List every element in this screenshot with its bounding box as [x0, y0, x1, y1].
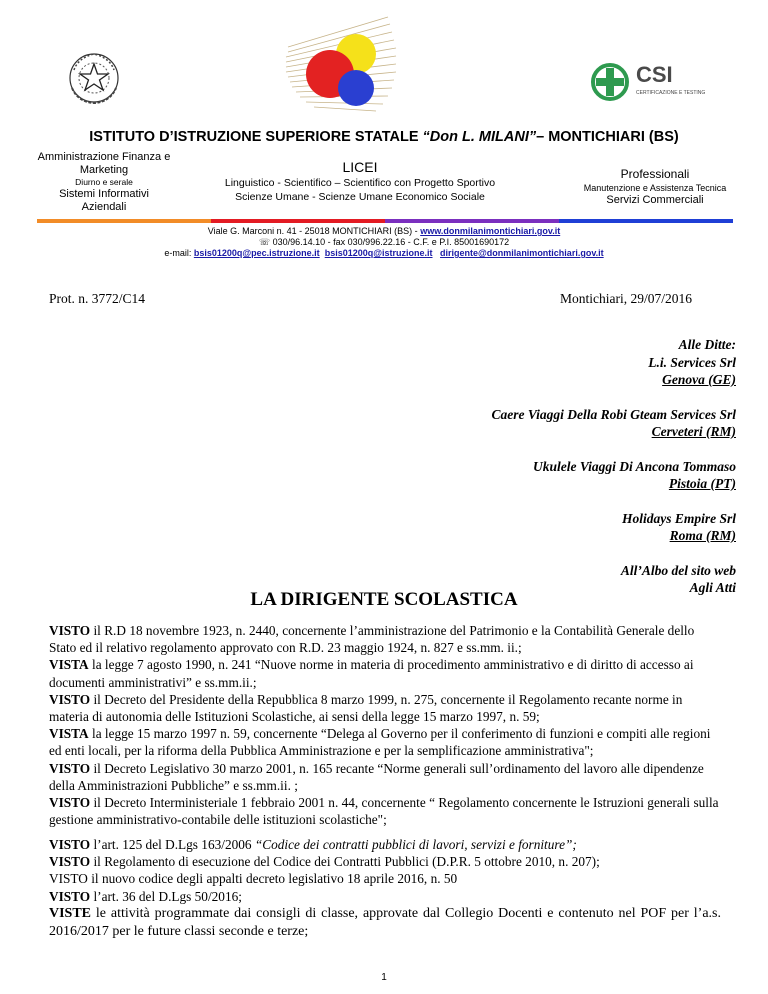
col-right-title: Professionali [620, 167, 690, 181]
paragraph-1-key: VISTO [49, 623, 91, 638]
paragraph-6-text: il Decreto Interministeriale 1 febbraio 2001 n. 44, concernente “ Regolamento concernente le Istruzioni generali sulla gestione amministrativo-contabile delle istituzioni scolastiche"; [49, 795, 719, 828]
email-link-istruzione[interactable]: bsis01200q@istruzione.it [324, 248, 433, 258]
recipient-2 [316, 406, 736, 441]
recipient-3 [316, 458, 736, 493]
paragraph-7-key: VISTO [49, 837, 91, 852]
paragraph-8 [49, 853, 721, 870]
paragraph-7 [49, 836, 721, 853]
col-left-line2: Marketing [79, 164, 129, 176]
header-col-right [560, 166, 750, 207]
col-center-line1: Linguistico - Scientifico – Scientifico con Progetto Sportivo [224, 177, 496, 189]
paragraph-10-key: VISTO [49, 888, 91, 904]
recipient-2-line1: Caere Viaggi Della Robi Gteam Services Srl [491, 406, 736, 422]
paragraph-8-text: il Regolamento di esecuzione del Codice dei Contratti Pubblici (D.P.R. 5 ottobre 2010, n. 207); [90, 854, 600, 870]
csi-tagline: CERTIFICAZIONE E TESTING [636, 90, 706, 96]
phone-line: ☏ 030/96.14.10 - fax 030/996.22.16 - C.F. e P.I. 85001690172 [258, 237, 510, 247]
paragraph-5-key: VISTO [49, 760, 91, 776]
recipient-4-line1: Holidays Empire Srl [621, 510, 736, 526]
page-number: 1 [381, 972, 387, 983]
bar-segment-red [211, 219, 385, 223]
col-center-line2: Scienze Umane - Scienze Umane Economico Sociale [235, 191, 485, 203]
school-name-prefix: ISTITUTO D’ISTRUZIONE SUPERIORE STATALE [89, 129, 423, 145]
paragraph-3-key: VISTO [49, 691, 91, 707]
paragraph-2-text: la legge 7 agosto 1990, n. 241 “Nuove norme in materia di procedimento amministrativo e di diritto di accesso ai documenti amministrativi” e ss.mm.ii.; [49, 657, 694, 690]
recipient-4-city: Roma (RM) [669, 528, 736, 543]
recipient-3-line1: Ukulele Viaggi Di Ancona Tommaso [532, 458, 736, 474]
recipient-4 [316, 510, 736, 545]
paragraph-1-text: il R.D 18 novembre 1923, n. 2440, concernente l’amministrazione del Patrimonio e la Contabilità Generale dello Stato ed il relativo regolamento approvato con R.D. 23 maggio 1924, n. 827 e ss.mm. ii.; [49, 623, 695, 656]
header-col-left [30, 151, 178, 214]
school-logo [268, 12, 408, 122]
recipient-5-line1: All’Albo del sito web [620, 562, 736, 578]
paragraph-11-key: VISTE [49, 905, 92, 921]
col-right-line2: Servizi Commerciali [606, 194, 704, 206]
paragraph-6-key: VISTO [49, 795, 91, 811]
paragraph-10 [49, 888, 721, 905]
republic-emblem-logo [64, 50, 124, 106]
paragraph-3-text: il Decreto del Presidente della Repubblica 8 marzo 1999, n. 275, concernente il Regolamento recante norme in materia di autonomia delle Istituzioni Scolastiche, ai sensi della legge 15 marzo 1997, n. 59; [49, 691, 683, 725]
paragraph-11-text: le attività programmate dai consigli di classe, approvate dal Collegio Docenti e contenuto nel POF per l’a.s. 2016/2017 per le future classi seconde e terze; [49, 905, 721, 939]
csi-logo [590, 60, 706, 106]
document-heading: LA DIRIGENTE SCOLASTICA [250, 589, 518, 610]
school-name-quote: “Don L. MILANI” [422, 129, 537, 145]
paragraph-8-key: VISTO [49, 854, 91, 870]
col-left-line3: Diurno e serale [75, 177, 133, 187]
header-color-bar [37, 219, 733, 223]
recipient-2-city: Cerveteri (RM) [651, 424, 736, 439]
paragraph-9 [49, 870, 721, 887]
email-link-pec[interactable]: bsis01200q@pec.istruzione.it [193, 248, 320, 258]
csi-brand: CSI [636, 62, 673, 87]
col-center-title: LICEI [342, 159, 378, 175]
paragraph-2-key: VISTA [49, 657, 89, 673]
address-line [0, 226, 768, 237]
recipient-5-line2: Agli Atti [689, 580, 736, 595]
col-left-line4: Sistemi Informativi [59, 188, 149, 200]
email-link-dirigente[interactable]: dirigente@donmilanimontichiari.gov.it [440, 248, 604, 258]
address-text: Viale G. Marconi n. 41 - 25018 MONTICHIARI (BS) - [207, 226, 421, 236]
paragraph-4 [49, 725, 721, 759]
school-name [0, 129, 768, 145]
col-right-line1: Manutenzione e Assistenza Tecnica [583, 183, 727, 193]
bar-segment-purple [385, 219, 559, 223]
recipient-1-line1: Alle Ditte: [678, 337, 736, 352]
recipients-block [316, 336, 736, 597]
bar-segment-orange [37, 219, 211, 223]
paragraph-10-text: l’art. 36 del D.Lgs 50/2016; [90, 888, 242, 904]
recipient-1 [316, 336, 736, 389]
recipient-1-line2: L.i. Services Srl [648, 354, 736, 370]
paragraph-6 [49, 794, 721, 828]
place-date: Montichiari, 29/07/2016 [560, 291, 692, 306]
body-section-1 [49, 622, 721, 828]
paragraph-7-italic: “Codice dei contratti pubblici di lavori, servizi e forniture”; [254, 837, 577, 852]
email-line [0, 248, 768, 259]
paragraph-4-key: VISTA [49, 726, 89, 742]
paragraph-9-text: VISTO il nuovo codice degli appalti decreto legislativo 18 aprile 2016, n. 50 [49, 871, 458, 887]
protocol-number: Prot. n. 3772/C14 [49, 291, 146, 306]
school-name-suffix: – MONTICHIARI (BS) [536, 129, 679, 145]
header-col-center [210, 158, 510, 204]
body-section-2 [49, 836, 721, 941]
col-left-line5: Aziendali [81, 201, 127, 213]
paragraph-4-text: la legge 15 marzo 1997 n. 59, concernente “Delega al Governo per il conferimento di funzioni e compiti alle regioni ed enti locali, per la riforma della Pubblica Amministrazione e per la semplificazione amministrativa"; [49, 726, 711, 759]
paragraph-5 [49, 760, 721, 794]
paragraph-7-text: l’art. 125 del D.Lgs 163/2006 [90, 837, 255, 852]
website-link[interactable]: www.donmilanimontichiari.gov.it [420, 226, 561, 236]
paragraph-11 [49, 905, 721, 941]
recipient-1-city: Genova (GE) [662, 372, 736, 387]
recipient-3-city: Pistoia (PT) [668, 476, 736, 491]
paragraph-1 [49, 622, 721, 656]
paragraph-2 [49, 656, 721, 690]
bar-segment-blue [559, 219, 733, 223]
col-left-line1: Amministrazione Finanza e [37, 151, 171, 163]
paragraph-3 [49, 691, 721, 725]
paragraph-5-text: il Decreto Legislativo 30 marzo 2001, n. 165 recante “Norme generali sull’ordinamento del lavoro alle dipendenze della Amministrazioni Pubbliche” e ss.mm.ii. ; [49, 760, 704, 793]
email-label: e-mail: [164, 248, 194, 258]
